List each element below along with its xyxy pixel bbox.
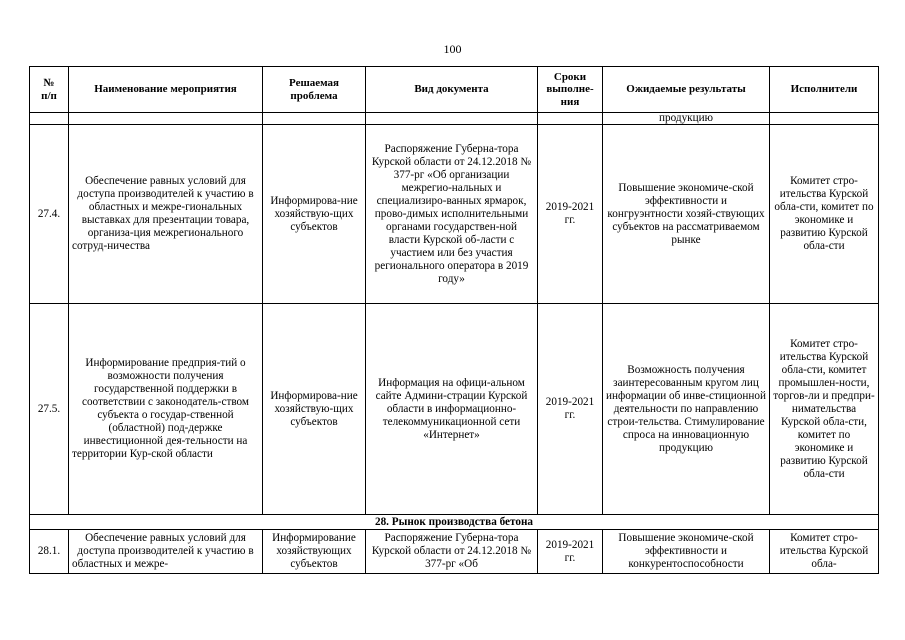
cell-empty [366,113,538,125]
section-title: 28. Рынок производства бетона [30,515,879,530]
table-row-28-1 [30,530,879,574]
page-number: 100 [443,42,462,56]
cell-executors: Комитет стро-ительства Курской обла-сти, комитет по экономике и развитию Курской обла-сти [770,125,879,304]
header-deadline: Сроки выполне- ния [538,67,603,113]
cell-empty [263,113,366,125]
cell-results: Возможность получения заинтересованным кругом лиц информации об инве-стиционной деятельности по направлению строи-тельства. Стимулирование спроса на инновационную продукцию [603,304,770,515]
header-number: № п/п [30,67,69,113]
cell-number: 27.5. [30,304,69,515]
table-header-row [30,67,879,113]
cell-problem: Информирование хозяйствующих субъектов [263,530,366,574]
section-row [30,515,879,530]
cell-document: Распоряжение Губерна-тора Курской области от 24.12.2018 № 377-рг «Об организации межрегио-нальных и специализиро-ванных ярмарок, прово-димых исполнительными органами государствен-ной власти Курской об-ласти с участием или без участия регионального оператора в 2019 году» [366,125,538,304]
cell-results: Повышение экономиче-ской эффективности и конкурентоспособности [603,530,770,574]
cell-document: Информация на офици-альном сайте Админи-страции Курской области в информационно-телекоммуникационной сети «Интернет» [366,304,538,515]
cell-number: 27.4. [30,125,69,304]
cell-results: Повышение экономиче-ской эффективности и конгруэнтности хозяй-ствующих субъектов на рассматриваемом рынке [603,125,770,304]
cell-document: Распоряжение Губерна-тора Курской области от 24.12.2018 № 377-рг «Об [366,530,538,574]
measures-table [29,66,879,574]
table-row-27-5 [30,304,879,515]
cell-deadline: 2019-2021 гг. [538,125,603,304]
header-expected-results: Ожидаемые результаты [603,67,770,113]
cell-deadline: 2019-2021 гг. [538,530,603,574]
cell-deadline: 2019-2021 гг. [538,304,603,515]
header-document-type: Вид документа [366,67,538,113]
cell-results: продукцию [603,113,770,125]
header-problem: Решаемая проблема [263,67,366,113]
cell-empty [30,113,69,125]
cell-number: 28.1. [30,530,69,574]
cell-measure-name: Обеспечение равных условий для доступа производителей к участию в областных и межре- [69,530,263,574]
table-row-27-4 [30,125,879,304]
cell-executors: Комитет стро-ительства Курской обла-сти, комитет промышлен-ности, торгов-ли и предпри-нимательства Курской обла-сти, комитет по экономике и развитию Курской обла-сти [770,304,879,515]
cell-measure-name: Информирование предприя-тий о возможности получения государственной поддержки в соответствии с законодатель-ством субъекта о государ-ственной (областной) под-держке инвестиционной дея-тельности на территории Кур-ской области [69,304,263,515]
cell-problem: Информирова-ние хозяйствую-щих субъектов [263,304,366,515]
header-executors: Исполнители [770,67,879,113]
header-measure-name: Наименование мероприятия [69,67,263,113]
cell-executors: Комитет стро-ительства Курской обла- [770,530,879,574]
table-row-continuation [30,113,879,125]
cell-empty [770,113,879,125]
cell-problem: Информирова-ние хозяйствую-щих субъектов [263,125,366,304]
cell-empty [69,113,263,125]
cell-empty [538,113,603,125]
cell-measure-name: Обеспечение равных условий для доступа производителей к участию в областных и межре-гиональных выставках для презентации товара, организа-ция межрегионального сотруд-ничества [69,125,263,304]
